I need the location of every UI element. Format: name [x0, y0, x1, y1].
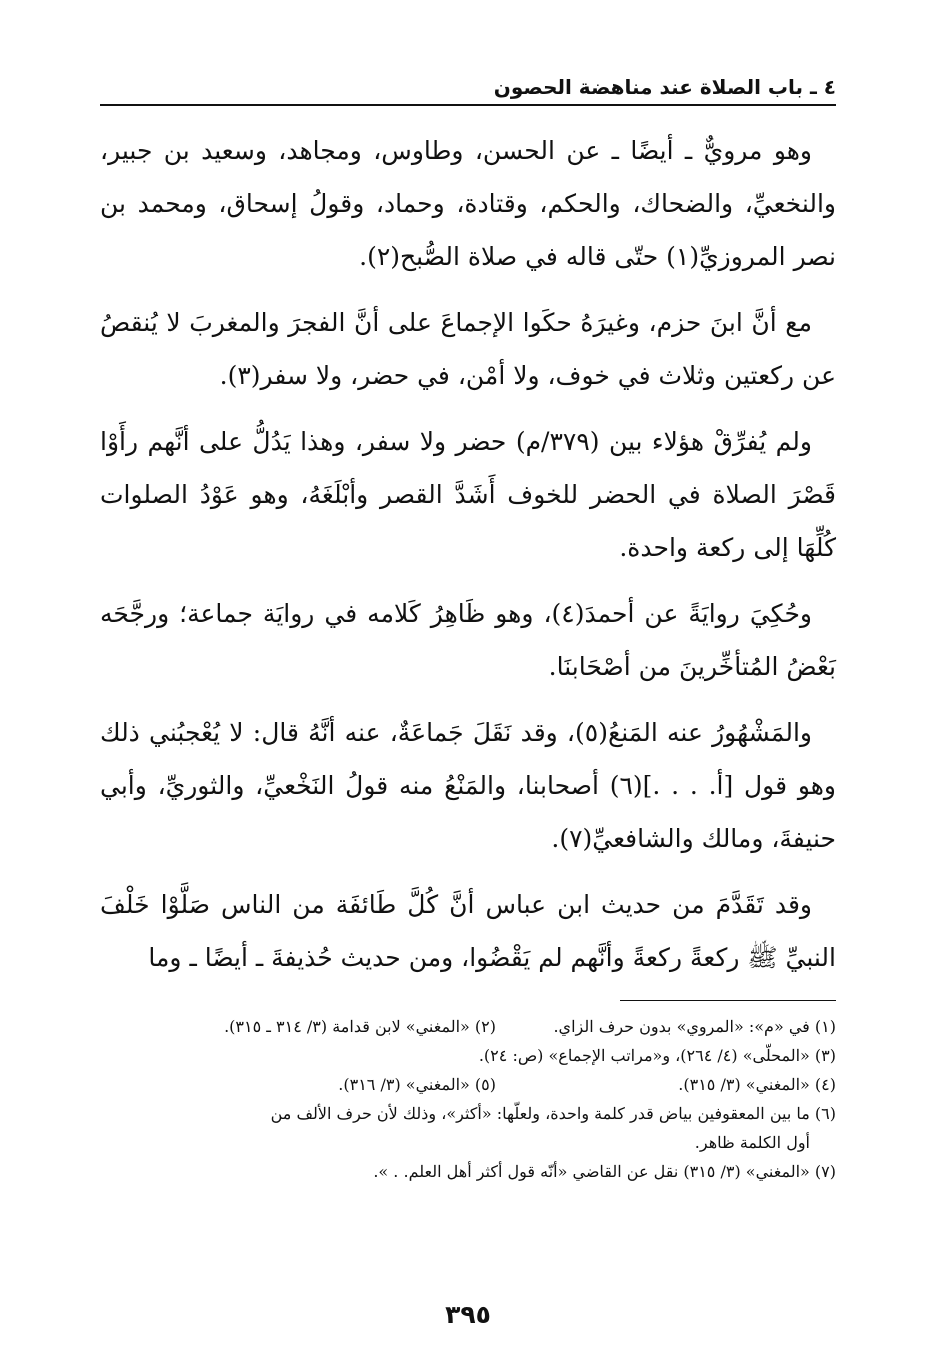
footnote-divider	[620, 1000, 836, 1001]
footnote-4: (٤) «المغني» (٣/ ٣١٥).	[678, 1075, 836, 1094]
footnote-6: (٦) ما بين المعقوفين بياض قدر كلمة واحدة، ولعلّها: «أكثر»، وذلك لأن حرف الألف من	[270, 1104, 836, 1123]
footnote-5: (٥) «المغني» (٣/ ٣١٦).	[338, 1075, 496, 1094]
chapter-title: ٤ ـ باب الصلاة عند مناهضة الحصون	[493, 75, 836, 99]
paragraph-5: والمَشْهُورُ عنه المَنعُ(٥)، وقد نَقَلَ جَماعَةٌ، عنه أنَّهُ قال: لا يُعْجبُني ذلك وهو قول [أ. . . .](٦) أصحابنا، والمَنْعُ منه قولُ النَخْعيِّ، والثوريِّ، وأبي حنيفةَ، ومالك والشافعيِّ(٧).	[100, 718, 836, 853]
running-header	[100, 72, 836, 106]
paragraph-3: ولم يُفرِّقْ هؤلاء بين (٣٧٩/م) حضر ولا سفر، وهذا يَدُلُّ على أنَّهم رأَوْا قَصْرَ الصلاة في الحضر للخوف أَشَدَّ القصر وأبْلَغَهُ، وهو عَوْدُ الصلوات كُلِّهَا إلى ركعة واحدة.	[100, 427, 836, 562]
footnote-2: (٢) «المغني» لابن قدامة (٣/ ٣١٤ ـ ٣١٥).	[224, 1017, 496, 1036]
footnotes	[100, 1012, 836, 1186]
main-text	[100, 124, 836, 997]
footnote-6-continuation: أول الكلمة ظاهر.	[694, 1133, 810, 1152]
footnote-1: (١) في «م»: «المروي» بدون حرف الزاي.	[553, 1017, 836, 1036]
footnote-row-3	[100, 1070, 836, 1099]
footnote-7: (٧) «المغني» (٣/ ٣١٥) نقل عن القاضي «أنّه قول أكثر أهل العلم. . ».	[373, 1162, 836, 1181]
page-number: ٣٩٥	[445, 1300, 491, 1329]
paragraph-4: وحُكِيَ روايَةً عن أحمدَ(٤)، وهو ظَاهِرُ كَلامه في روايَة جماعة؛ ورجَّحَه بَعْضُ المُتأخِّرينَ من أصْحَابنَا.	[100, 599, 836, 681]
footnote-3: (٣) «المحلّى» (٤/ ٢٦٤)، و«مراتب الإجماع» (ص: ٢٤).	[478, 1046, 836, 1065]
paragraph-1: وهو مرويٌّ ـ أيضًا ـ عن الحسن، وطاوس، ومجاهد، وسعيد بن جبير، والنخعيِّ، والضحاك، والحكم، وقتادة، وحماد، وقولُ إسحاق، ومحمد بن نصر المروزيِّ(١) حتّى قاله في صلاة الصُّبح(٢).	[100, 136, 836, 271]
footnote-row-1	[100, 1012, 836, 1041]
book-page	[100, 62, 836, 1329]
paragraph-6: وقد تَقَدَّمَ من حديث ابن عباس أنَّ كُلَّ طَائفَة من الناس صَلَّوْا خَلْفَ النبيِّ ﷺ ركعةً ركعةً وأنَّهم لم يَقْضُوا، ومن حديث حُذيفةَ ـ أيضًا ـ وما	[100, 890, 836, 972]
paragraph-2: مع أنَّ ابنَ حزم، وغيرَهُ حكَوا الإجماعَ على أنَّ الفجرَ والمغربَ لا يُنقصُ عن ركعتين وثلاث في خوف، ولا أمْن، في حضر، ولا سفر(٣).	[100, 308, 836, 390]
